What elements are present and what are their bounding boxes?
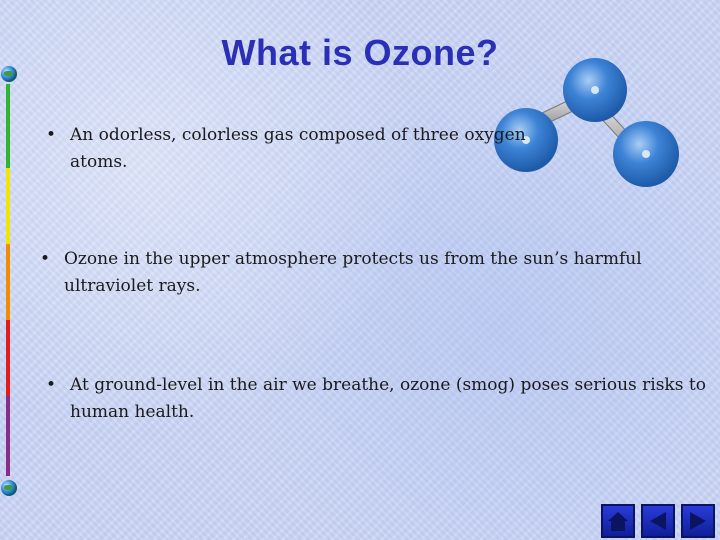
bullet-item: • An odorless, colorless gas composed of three oxygen atoms. [70, 122, 526, 176]
bar-segment-green [6, 84, 10, 168]
home-icon [606, 509, 630, 533]
forward-arrow-icon [686, 509, 710, 533]
previous-slide-button[interactable] [641, 504, 675, 538]
bullet-item: • Ozone in the upper atmosphere protects us from the sun’s harmful ultraviolet rays. [64, 246, 642, 300]
bar-segment-orange [6, 244, 10, 320]
globe-icon [1, 66, 17, 82]
bullet-text: At ground-level in the air we breathe, ozone (smog) poses serious risks to [70, 375, 706, 395]
globe-icon [1, 480, 17, 496]
home-button[interactable] [601, 504, 635, 538]
next-slide-button[interactable] [681, 504, 715, 538]
slide-title: What is Ozone? [221, 32, 499, 73]
bullet-text: Ozone in the upper atmosphere protects us from the sun’s harmful [64, 249, 642, 269]
bar-segment-purple [6, 396, 10, 476]
bullet-text: human health. [70, 402, 195, 422]
bullet-item: • At ground-level in the air we breathe, ozone (smog) poses serious risks to human health. [70, 372, 706, 426]
bullet-text: atoms. [70, 152, 128, 172]
back-arrow-icon [646, 509, 670, 533]
bullet-text: ultraviolet rays. [64, 276, 201, 296]
bar-segment-yellow [6, 168, 10, 244]
bullet-text: An odorless, colorless gas composed of three oxygen [70, 125, 526, 145]
bar-segment-red [6, 320, 10, 396]
